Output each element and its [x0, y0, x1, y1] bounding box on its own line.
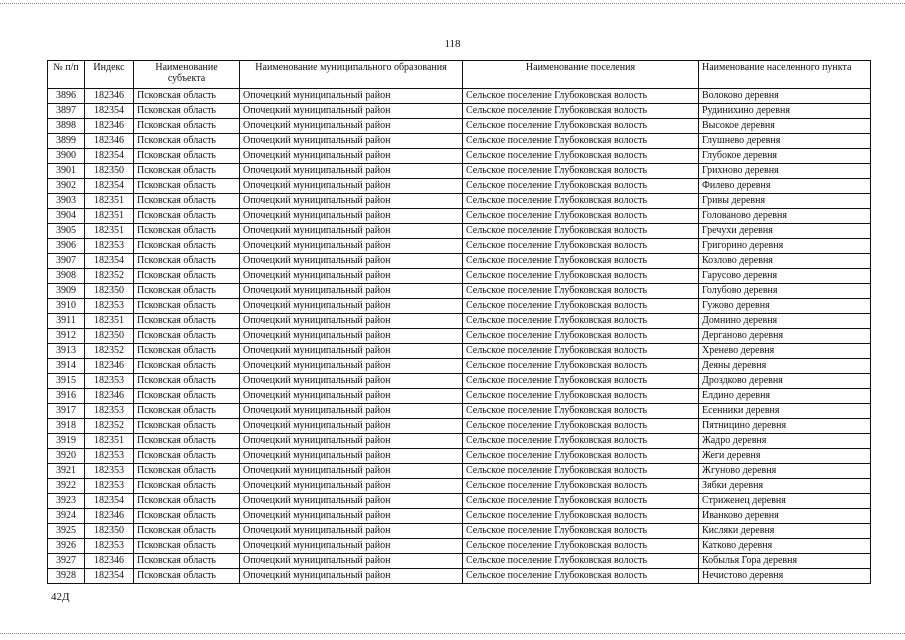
cell-settlement: Сельское поселение Глубоковская волость — [463, 194, 699, 209]
cell-settlement: Сельское поселение Глубоковская волость — [463, 359, 699, 374]
table-row — [48, 509, 871, 524]
cell-index: 182350 — [85, 524, 134, 539]
cell-subject: Псковская область — [134, 239, 240, 254]
cell-settlement: Сельское поселение Глубоковская волость — [463, 434, 699, 449]
cell-subject: Псковская область — [134, 224, 240, 239]
cell-num: 3920 — [48, 449, 85, 464]
table-row — [48, 449, 871, 464]
cell-settlement: Сельское поселение Глубоковская волость — [463, 209, 699, 224]
cell-num: 3912 — [48, 329, 85, 344]
table-row — [48, 479, 871, 494]
cell-municipality: Опочецкий муниципальный район — [240, 329, 463, 344]
table-row — [48, 374, 871, 389]
cell-municipality: Опочецкий муниципальный район — [240, 419, 463, 434]
cell-num: 3922 — [48, 479, 85, 494]
cell-place: Дерганово деревня — [699, 329, 871, 344]
cell-num: 3902 — [48, 179, 85, 194]
table-row — [48, 314, 871, 329]
cell-municipality: Опочецкий муниципальный район — [240, 524, 463, 539]
cell-num: 3907 — [48, 254, 85, 269]
cell-num: 3921 — [48, 464, 85, 479]
cell-municipality: Опочецкий муниципальный район — [240, 554, 463, 569]
cell-place: Козлово деревня — [699, 254, 871, 269]
cell-subject: Псковская область — [134, 419, 240, 434]
cell-municipality: Опочецкий муниципальный район — [240, 479, 463, 494]
cell-subject: Псковская область — [134, 104, 240, 119]
cell-municipality: Опочецкий муниципальный район — [240, 404, 463, 419]
cell-place: Деяны деревня — [699, 359, 871, 374]
cell-subject: Псковская область — [134, 119, 240, 134]
cell-place: Пятницино деревня — [699, 419, 871, 434]
cell-place: Нечистово деревня — [699, 569, 871, 584]
cell-municipality: Опочецкий муниципальный район — [240, 464, 463, 479]
table-row — [48, 494, 871, 509]
cell-index: 182352 — [85, 419, 134, 434]
table-row — [48, 524, 871, 539]
cell-municipality: Опочецкий муниципальный район — [240, 194, 463, 209]
cell-index: 182354 — [85, 494, 134, 509]
cell-settlement: Сельское поселение Глубоковская волость — [463, 314, 699, 329]
cell-num: 3905 — [48, 224, 85, 239]
cell-municipality: Опочецкий муниципальный район — [240, 239, 463, 254]
cell-index: 182351 — [85, 194, 134, 209]
cell-settlement: Сельское поселение Глубоковская волость — [463, 419, 699, 434]
table-row — [48, 419, 871, 434]
cell-index: 182354 — [85, 569, 134, 584]
cell-num: 3896 — [48, 89, 85, 104]
cell-place: Жадро деревня — [699, 434, 871, 449]
cell-municipality: Опочецкий муниципальный район — [240, 89, 463, 104]
cell-municipality: Опочецкий муниципальный район — [240, 284, 463, 299]
cell-municipality: Опочецкий муниципальный район — [240, 119, 463, 134]
cell-subject: Псковская область — [134, 284, 240, 299]
cell-subject: Псковская область — [134, 569, 240, 584]
cell-index: 182354 — [85, 149, 134, 164]
table-row — [48, 344, 871, 359]
table-row — [48, 569, 871, 584]
cell-place: Рудинихино деревня — [699, 104, 871, 119]
cell-index: 182353 — [85, 479, 134, 494]
cell-num: 3923 — [48, 494, 85, 509]
cell-subject: Псковская область — [134, 89, 240, 104]
header-index: Индекс — [85, 61, 134, 89]
cell-index: 182354 — [85, 179, 134, 194]
cell-settlement: Сельское поселение Глубоковская волость — [463, 344, 699, 359]
cell-settlement: Сельское поселение Глубоковская волость — [463, 404, 699, 419]
cell-municipality: Опочецкий муниципальный район — [240, 434, 463, 449]
cell-subject: Псковская область — [134, 299, 240, 314]
cell-num: 3899 — [48, 134, 85, 149]
cell-settlement: Сельское поселение Глубоковская волость — [463, 179, 699, 194]
table-row — [48, 254, 871, 269]
cell-place: Жгуново деревня — [699, 464, 871, 479]
cell-municipality: Опочецкий муниципальный район — [240, 164, 463, 179]
cell-subject: Псковская область — [134, 269, 240, 284]
cell-subject: Псковская область — [134, 434, 240, 449]
cell-settlement: Сельское поселение Глубоковская волость — [463, 464, 699, 479]
cell-settlement: Сельское поселение Глубоковская волость — [463, 524, 699, 539]
cell-num: 3915 — [48, 374, 85, 389]
cell-place: Грихново деревня — [699, 164, 871, 179]
cell-subject: Псковская область — [134, 329, 240, 344]
cell-municipality: Опочецкий муниципальный район — [240, 209, 463, 224]
table-row — [48, 464, 871, 479]
table-row — [48, 299, 871, 314]
cell-municipality: Опочецкий муниципальный район — [240, 539, 463, 554]
cell-municipality: Опочецкий муниципальный район — [240, 494, 463, 509]
cell-index: 182351 — [85, 209, 134, 224]
table-row — [48, 209, 871, 224]
cell-num: 3919 — [48, 434, 85, 449]
cell-place: Высокое деревня — [699, 119, 871, 134]
cell-municipality: Опочецкий муниципальный район — [240, 569, 463, 584]
table-row — [48, 134, 871, 149]
cell-municipality: Опочецкий муниципальный район — [240, 374, 463, 389]
cell-index: 182346 — [85, 389, 134, 404]
table-row — [48, 179, 871, 194]
table-row — [48, 119, 871, 134]
cell-num: 3924 — [48, 509, 85, 524]
cell-subject: Псковская область — [134, 164, 240, 179]
bottom-scan-rule — [0, 633, 905, 634]
table-row — [48, 104, 871, 119]
table-row — [48, 149, 871, 164]
cell-place: Кисляки деревня — [699, 524, 871, 539]
cell-place: Домнино деревня — [699, 314, 871, 329]
cell-settlement: Сельское поселение Глубоковская волость — [463, 509, 699, 524]
table-row — [48, 269, 871, 284]
cell-place: Стриженец деревня — [699, 494, 871, 509]
cell-place: Жеги деревня — [699, 449, 871, 464]
cell-index: 182353 — [85, 374, 134, 389]
cell-subject: Псковская область — [134, 479, 240, 494]
table-row — [48, 89, 871, 104]
table-row — [48, 224, 871, 239]
cell-subject: Псковская область — [134, 134, 240, 149]
cell-num: 3927 — [48, 554, 85, 569]
cell-settlement: Сельское поселение Глубоковская волость — [463, 119, 699, 134]
cell-settlement: Сельское поселение Глубоковская волость — [463, 479, 699, 494]
cell-index: 182346 — [85, 509, 134, 524]
cell-index: 182351 — [85, 224, 134, 239]
cell-place: Дроздково деревня — [699, 374, 871, 389]
cell-index: 182353 — [85, 239, 134, 254]
cell-index: 182353 — [85, 404, 134, 419]
cell-index: 182350 — [85, 164, 134, 179]
cell-settlement: Сельское поселение Глубоковская волость — [463, 449, 699, 464]
cell-num: 3917 — [48, 404, 85, 419]
table-row — [48, 284, 871, 299]
cell-place: Глубокое деревня — [699, 149, 871, 164]
cell-num: 3913 — [48, 344, 85, 359]
cell-place: Иванково деревня — [699, 509, 871, 524]
cell-subject: Псковская область — [134, 389, 240, 404]
cell-municipality: Опочецкий муниципальный район — [240, 314, 463, 329]
cell-subject: Псковская область — [134, 254, 240, 269]
cell-municipality: Опочецкий муниципальный район — [240, 224, 463, 239]
cell-subject: Псковская область — [134, 194, 240, 209]
cell-index: 182353 — [85, 464, 134, 479]
cell-subject: Псковская область — [134, 524, 240, 539]
cell-num: 3898 — [48, 119, 85, 134]
cell-num: 3908 — [48, 269, 85, 284]
footer-code: 42Д — [51, 591, 70, 603]
cell-num: 3909 — [48, 284, 85, 299]
header-municipality: Наименование муниципального образования — [240, 61, 463, 89]
cell-place: Голубово деревня — [699, 284, 871, 299]
header-subject: Наименование субъекта — [134, 61, 240, 89]
cell-place: Гривы деревня — [699, 194, 871, 209]
cell-municipality: Опочецкий муниципальный район — [240, 299, 463, 314]
cell-municipality: Опочецкий муниципальный район — [240, 254, 463, 269]
header-place: Наименование населенного пункта — [699, 61, 871, 89]
cell-num: 3926 — [48, 539, 85, 554]
cell-municipality: Опочецкий муниципальный район — [240, 449, 463, 464]
table-row — [48, 434, 871, 449]
cell-index: 182350 — [85, 284, 134, 299]
cell-subject: Псковская область — [134, 494, 240, 509]
cell-subject: Псковская область — [134, 149, 240, 164]
cell-index: 182352 — [85, 344, 134, 359]
cell-settlement: Сельское поселение Глубоковская волость — [463, 554, 699, 569]
cell-num: 3911 — [48, 314, 85, 329]
table-row — [48, 554, 871, 569]
cell-index: 182351 — [85, 434, 134, 449]
cell-municipality: Опочецкий муниципальный район — [240, 134, 463, 149]
cell-place: Голованово деревня — [699, 209, 871, 224]
cell-settlement: Сельское поселение Глубоковская волость — [463, 284, 699, 299]
cell-settlement: Сельское поселение Глубоковская волость — [463, 389, 699, 404]
table-row — [48, 359, 871, 374]
cell-municipality: Опочецкий муниципальный район — [240, 509, 463, 524]
cell-place: Григорино деревня — [699, 239, 871, 254]
table-row — [48, 194, 871, 209]
cell-settlement: Сельское поселение Глубоковская волость — [463, 299, 699, 314]
cell-settlement: Сельское поселение Глубоковская волость — [463, 239, 699, 254]
cell-settlement: Сельское поселение Глубоковская волость — [463, 269, 699, 284]
cell-num: 3897 — [48, 104, 85, 119]
cell-num: 3910 — [48, 299, 85, 314]
cell-municipality: Опочецкий муниципальный район — [240, 149, 463, 164]
cell-place: Хренево деревня — [699, 344, 871, 359]
cell-subject: Псковская область — [134, 314, 240, 329]
cell-num: 3904 — [48, 209, 85, 224]
cell-num: 3903 — [48, 194, 85, 209]
top-scan-rule — [0, 3, 905, 4]
cell-num: 3906 — [48, 239, 85, 254]
cell-index: 182346 — [85, 359, 134, 374]
cell-settlement: Сельское поселение Глубоковская волость — [463, 374, 699, 389]
cell-settlement: Сельское поселение Глубоковская волость — [463, 569, 699, 584]
cell-index: 182352 — [85, 269, 134, 284]
cell-settlement: Сельское поселение Глубоковская волость — [463, 539, 699, 554]
cell-place: Глушнево деревня — [699, 134, 871, 149]
header-settlement: Наименование поселения — [463, 61, 699, 89]
cell-index: 182353 — [85, 539, 134, 554]
cell-municipality: Опочецкий муниципальный район — [240, 269, 463, 284]
table-body — [48, 89, 871, 584]
cell-place: Гречухи деревня — [699, 224, 871, 239]
cell-settlement: Сельское поселение Глубоковская волость — [463, 494, 699, 509]
page-number: 118 — [444, 38, 461, 50]
cell-subject: Псковская область — [134, 464, 240, 479]
cell-index: 182346 — [85, 554, 134, 569]
cell-num: 3900 — [48, 149, 85, 164]
cell-index: 182351 — [85, 314, 134, 329]
cell-settlement: Сельское поселение Глубоковская волость — [463, 89, 699, 104]
cell-num: 3925 — [48, 524, 85, 539]
cell-place: Елдино деревня — [699, 389, 871, 404]
cell-subject: Псковская область — [134, 179, 240, 194]
table-row — [48, 239, 871, 254]
cell-place: Гужово деревня — [699, 299, 871, 314]
cell-place: Зябки деревня — [699, 479, 871, 494]
cell-num: 3916 — [48, 389, 85, 404]
table-row — [48, 329, 871, 344]
table-header-row — [48, 61, 871, 89]
cell-index: 182346 — [85, 89, 134, 104]
cell-settlement: Сельское поселение Глубоковская волость — [463, 104, 699, 119]
cell-place: Филево деревня — [699, 179, 871, 194]
cell-municipality: Опочецкий муниципальный район — [240, 179, 463, 194]
cell-place: Волоково деревня — [699, 89, 871, 104]
table-row — [48, 404, 871, 419]
cell-index: 182353 — [85, 449, 134, 464]
cell-index: 182350 — [85, 329, 134, 344]
cell-index: 182354 — [85, 104, 134, 119]
cell-subject: Псковская область — [134, 374, 240, 389]
cell-subject: Псковская область — [134, 509, 240, 524]
cell-settlement: Сельское поселение Глубоковская волость — [463, 134, 699, 149]
cell-index: 182354 — [85, 254, 134, 269]
cell-index: 182353 — [85, 299, 134, 314]
cell-municipality: Опочецкий муниципальный район — [240, 359, 463, 374]
cell-subject: Псковская область — [134, 209, 240, 224]
cell-num: 3901 — [48, 164, 85, 179]
cell-municipality: Опочецкий муниципальный район — [240, 389, 463, 404]
header-num: № п/п — [48, 61, 85, 89]
cell-place: Катково деревня — [699, 539, 871, 554]
cell-place: Кобылья Гора деревня — [699, 554, 871, 569]
cell-municipality: Опочецкий муниципальный район — [240, 104, 463, 119]
cell-subject: Псковская область — [134, 554, 240, 569]
settlement-registry-table — [47, 60, 871, 584]
cell-place: Есенники деревня — [699, 404, 871, 419]
cell-num: 3918 — [48, 419, 85, 434]
cell-subject: Псковская область — [134, 404, 240, 419]
cell-subject: Псковская область — [134, 359, 240, 374]
cell-settlement: Сельское поселение Глубоковская волость — [463, 164, 699, 179]
cell-index: 182346 — [85, 119, 134, 134]
cell-place: Гарусово деревня — [699, 269, 871, 284]
cell-settlement: Сельское поселение Глубоковская волость — [463, 224, 699, 239]
table-row — [48, 389, 871, 404]
table-row — [48, 539, 871, 554]
cell-subject: Псковская область — [134, 449, 240, 464]
table-row — [48, 164, 871, 179]
cell-settlement: Сельское поселение Глубоковская волость — [463, 329, 699, 344]
cell-index: 182346 — [85, 134, 134, 149]
cell-subject: Псковская область — [134, 539, 240, 554]
cell-settlement: Сельское поселение Глубоковская волость — [463, 149, 699, 164]
cell-settlement: Сельское поселение Глубоковская волость — [463, 254, 699, 269]
cell-subject: Псковская область — [134, 344, 240, 359]
cell-num: 3914 — [48, 359, 85, 374]
cell-municipality: Опочецкий муниципальный район — [240, 344, 463, 359]
cell-num: 3928 — [48, 569, 85, 584]
